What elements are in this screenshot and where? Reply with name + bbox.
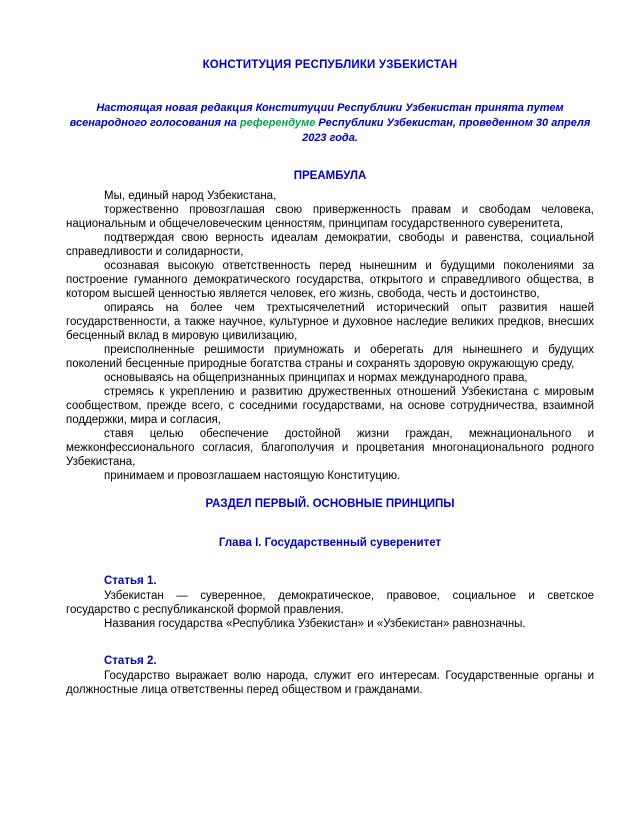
- referendum-link[interactable]: референдуме: [239, 116, 316, 129]
- preamble-paragraph: торжественно провозглашая свою приверженность правам и свободам человека, национальным и общечеловеческим ценностям, принципам государственного суверенитета,: [66, 204, 594, 231]
- preamble-paragraph: опираясь на более чем трехтысячелетний исторический опыт развития нашей государственности, а также научное, культурное и духовное наследие великих предков, внесших бесценный вклад в мировую цивилизацию,: [66, 302, 594, 343]
- intro-text-after-link: Республики Узбекистан, проведенном 30 апреля 2023 года.: [302, 116, 591, 144]
- intro-text-before-link: Настоящая новая редакция Конституции Республики Узбекистан принята путем всенародного голосования на: [69, 101, 564, 129]
- article-1-title: Статья 1.: [104, 575, 157, 588]
- preamble-paragraph: ставя целью обеспечение достойной жизни граждан, межнационального и межконфессионального согласия, благополучия и процветания многонационального родного Узбекистана,: [66, 428, 594, 469]
- section-one-heading: РАЗДЕЛ ПЕРВЫЙ. ОСНОВНЫЕ ПРИНЦИПЫ: [205, 498, 455, 511]
- preamble-paragraph: преисполненные решимости приумножать и оберегать для нынешнего и будущих поколений бесценные природные богатства страны и сохранять здоровую окружающую среду,: [66, 344, 594, 371]
- article-1: [66, 574, 594, 631]
- chapter-one-heading: Глава I. Государственный суверенитет: [218, 537, 442, 550]
- preamble-paragraph: осознавая высокую ответственность перед нынешним и будущими поколениями за построение гуманного демократического государства, открытого и справедливого общества, в котором высшей ценностью является человек, его жизнь, свобода, честь и достоинство,: [66, 260, 594, 301]
- preamble-heading: ПРЕАМБУЛА: [293, 170, 367, 183]
- preamble-paragraph: основываясь на общепризнанных принципах и нормах международного права,: [104, 372, 528, 385]
- preamble-paragraph: подтверждая свою верность идеалам демократии, свободы и равенства, социальной справедливости и солидарности,: [66, 232, 594, 259]
- article-2-title: Статья 2.: [104, 655, 157, 668]
- preamble-paragraphs: [66, 189, 594, 483]
- article-1-paragraph: Названия государства «Республика Узбекистан» и «Узбекистан» равнозначны.: [104, 618, 526, 631]
- intro-note: [66, 101, 594, 146]
- preamble-paragraph: принимаем и провозглашаем настоящую Конституцию.: [104, 470, 401, 483]
- preamble-paragraph: Мы, единый народ Узбекистана,: [104, 190, 277, 203]
- article-1-paragraph: Узбекистан — суверенное, демократическое, правовое, социальное и светское государство с республиканской формой правления.: [66, 590, 594, 617]
- article-2-paragraph: Государство выражает волю народа, служит его интересам. Государственные органы и должностные лица ответственны перед обществом и гражданами.: [66, 670, 594, 697]
- preamble-paragraph: стремясь к укреплению и развитию дружественных отношений Узбекистана с мировым сообществом, прежде всего, с соседними государствами, на основе сотрудничества, взаимной поддержки, мира и согласия,: [66, 386, 594, 427]
- document-title: КОНСТИТУЦИЯ РЕСПУБЛИКИ УЗБЕКИСТАН: [202, 59, 458, 71]
- article-2: [66, 654, 594, 697]
